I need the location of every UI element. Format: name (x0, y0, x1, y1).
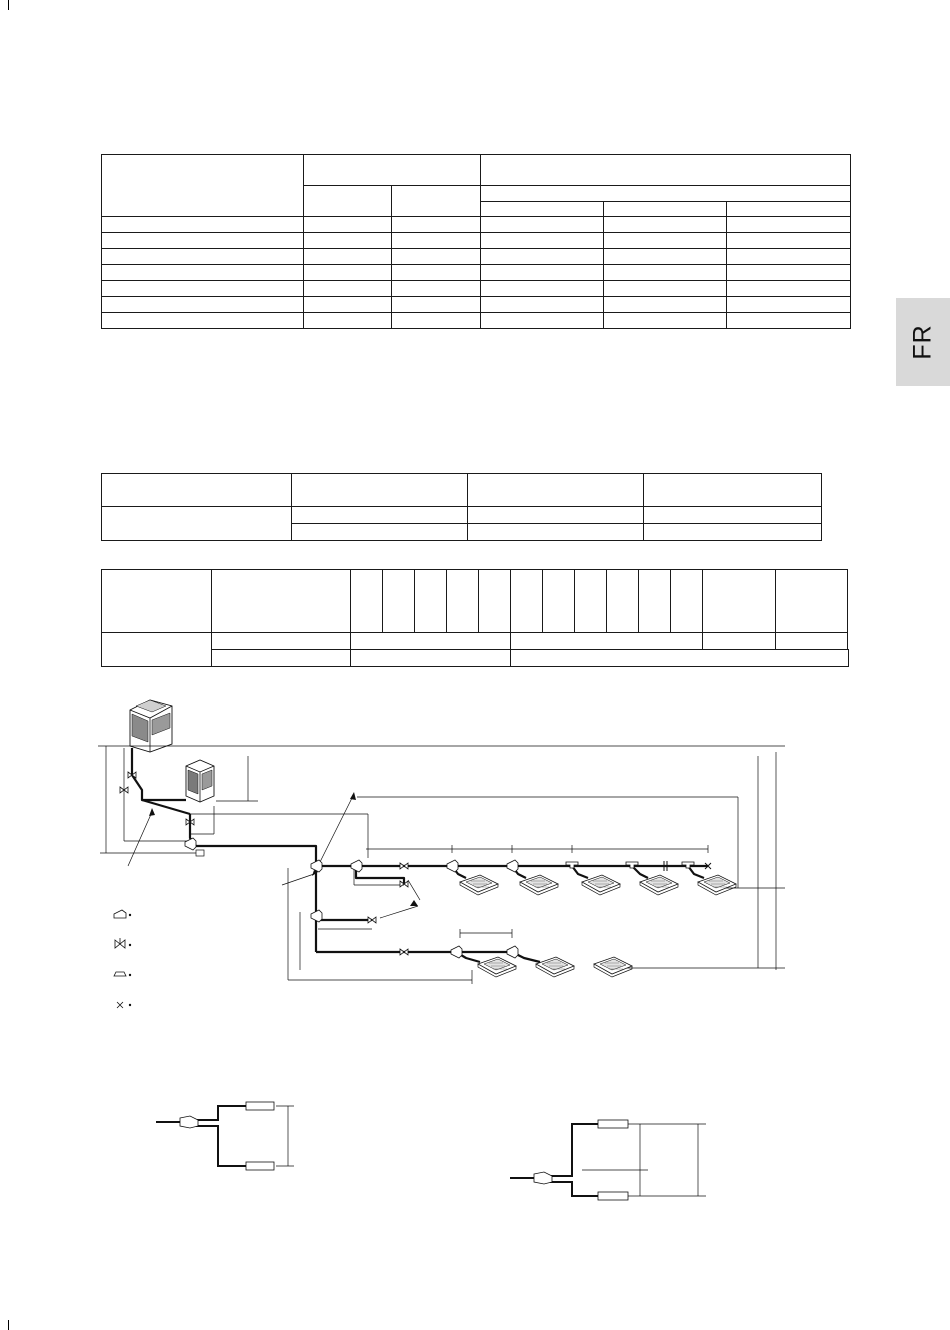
branch-example-left (156, 1102, 294, 1170)
valve-legend-icon (115, 938, 131, 948)
diagram-legend (114, 910, 131, 1008)
language-tab-label: FR (908, 324, 937, 360)
end-cap-legend-icon (117, 1002, 131, 1008)
branch-example-right (510, 1120, 706, 1200)
refrigerant-piping (132, 748, 708, 962)
outdoor-unit-main (130, 700, 172, 752)
outdoor-unit-sub (186, 760, 214, 802)
header-legend-icon (114, 972, 131, 976)
indoor-units (460, 875, 736, 977)
branch-joint-legend-icon (114, 910, 131, 918)
